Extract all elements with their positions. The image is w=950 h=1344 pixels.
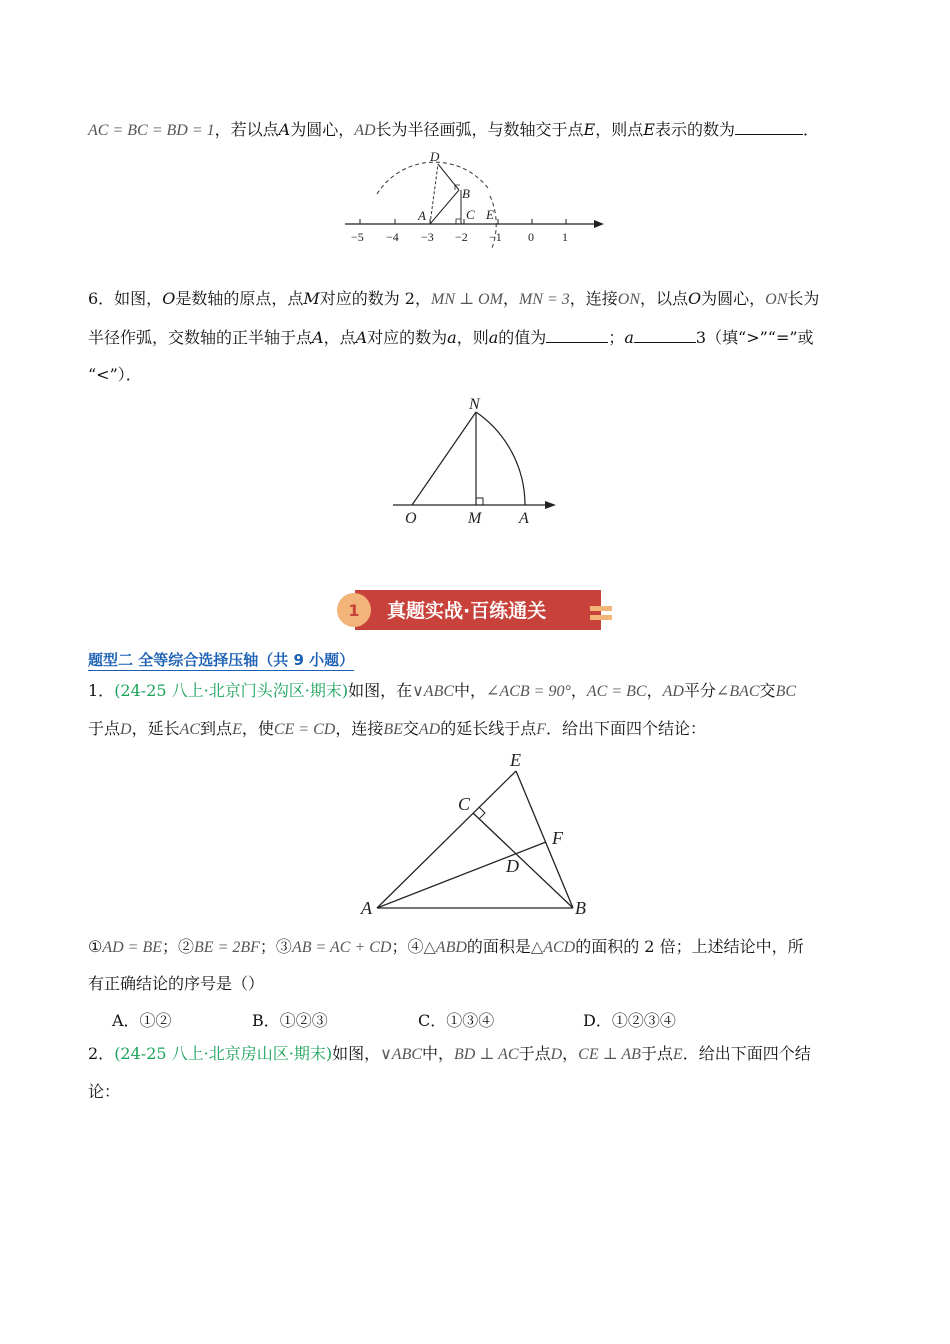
label-b: B xyxy=(462,186,470,201)
q6-answer-blank-1[interactable] xyxy=(546,326,608,343)
section-banner xyxy=(335,588,615,632)
label-e: E xyxy=(486,207,494,222)
label-m: M xyxy=(468,510,482,527)
q5-answer-blank[interactable] xyxy=(735,118,803,135)
label-d: D xyxy=(430,149,440,164)
q1-line-2: 于点D，延长AC到点E，使CE = CD，连接BE交AD的延长线于点F．给出下面四个结论： xyxy=(88,719,707,738)
q2-line-1: 2．(24-25 八上·北京房山区·期末)如图，∨ABC中，BD ⊥ AC于点D，CE ⊥ AB于点E．给出下面四个结 xyxy=(88,1044,811,1063)
tick-label: −3 xyxy=(421,230,434,244)
q6-answer-blank-2[interactable] xyxy=(634,326,696,343)
q5-condition: AC = BC = BD = 1 xyxy=(88,122,215,139)
label-d: D xyxy=(506,856,519,876)
q1-triangle-figure xyxy=(355,748,605,920)
q6-line-2: 半径作弧，交数轴的正半轴于点A，点A对应的数为a，则a的值为 ；a 3（填“>”“=”或 xyxy=(88,328,814,347)
q1-source: (24-25 八上·北京门头沟区·期末) xyxy=(114,681,349,700)
q1-option-b[interactable]: B．①②③ xyxy=(252,1011,328,1030)
q1-option-a[interactable]: A．①② xyxy=(112,1011,172,1030)
q1-option-d[interactable]: D．①②③④ xyxy=(583,1011,676,1030)
segment-on xyxy=(412,412,476,505)
tick-label: 0 xyxy=(528,230,534,244)
segment-ae xyxy=(377,771,516,908)
q2-source: (24-25 八上·北京房山区·期末) xyxy=(114,1044,333,1063)
segment-af xyxy=(377,842,546,908)
axis-arrow xyxy=(594,220,604,228)
label-c: C xyxy=(458,794,471,814)
q1-option-c[interactable]: C．①③④ xyxy=(418,1011,495,1030)
label-a: A xyxy=(361,898,372,918)
label-c: C xyxy=(466,207,475,222)
label-n: N xyxy=(469,396,480,413)
q1-line-1: 1．(24-25 八上·北京门头沟区·期末)如图，在∨ABC中，∠ACB = 90°，AC = BC，AD平分∠BAC交BC xyxy=(88,681,797,700)
q6-axis-arrow xyxy=(545,501,556,509)
segment-ab xyxy=(430,190,459,224)
q2-line-2: 论： xyxy=(88,1082,121,1101)
section-title: 题型二 全等综合选择压轴（共 9 小题） xyxy=(88,651,355,669)
q6-line-1: 6．如图，O是数轴的原点，点M对应的数为 2，MN ⊥ OM，MN = 3，连接ON，以点O为圆心，ON长为 xyxy=(88,289,820,308)
q5-text-line: AC = BC = BD = 1，若以点A为圆心，AD长为半径画弧，与数轴交于点E，则点E表示的数为 ． xyxy=(88,120,819,139)
q6-figure xyxy=(388,392,568,532)
label-b: B xyxy=(575,898,586,918)
q6-line-3: “<”）． xyxy=(88,365,142,384)
tick-label: −4 xyxy=(386,230,399,244)
tick-label: −5 xyxy=(351,230,364,244)
label-e: E xyxy=(510,750,521,770)
banner-number: 1 xyxy=(348,601,360,620)
tick-label: −2 xyxy=(455,230,468,244)
label-f: F xyxy=(552,828,563,848)
segment-ad xyxy=(430,164,438,224)
arc-na xyxy=(476,412,525,505)
tick-label: 1 xyxy=(562,230,568,244)
q1-question-line: 有正确结论的序号是（） xyxy=(88,974,265,993)
label-a: A xyxy=(519,510,529,527)
label-o: O xyxy=(405,510,417,527)
segment-db xyxy=(438,164,459,190)
label-a: A xyxy=(418,208,426,223)
tick-label: −1 xyxy=(489,230,502,244)
banner-title: 真题实战·百练通关 xyxy=(387,600,547,622)
segment-eb xyxy=(516,771,573,908)
q1-statements: ①AD = BE；②BE = 2BF；③AB = AC + CD；④△ABD的面积是△ACD的面积的 2 倍；上述结论中，所 xyxy=(88,937,804,956)
q5-number-line-figure xyxy=(340,148,610,248)
